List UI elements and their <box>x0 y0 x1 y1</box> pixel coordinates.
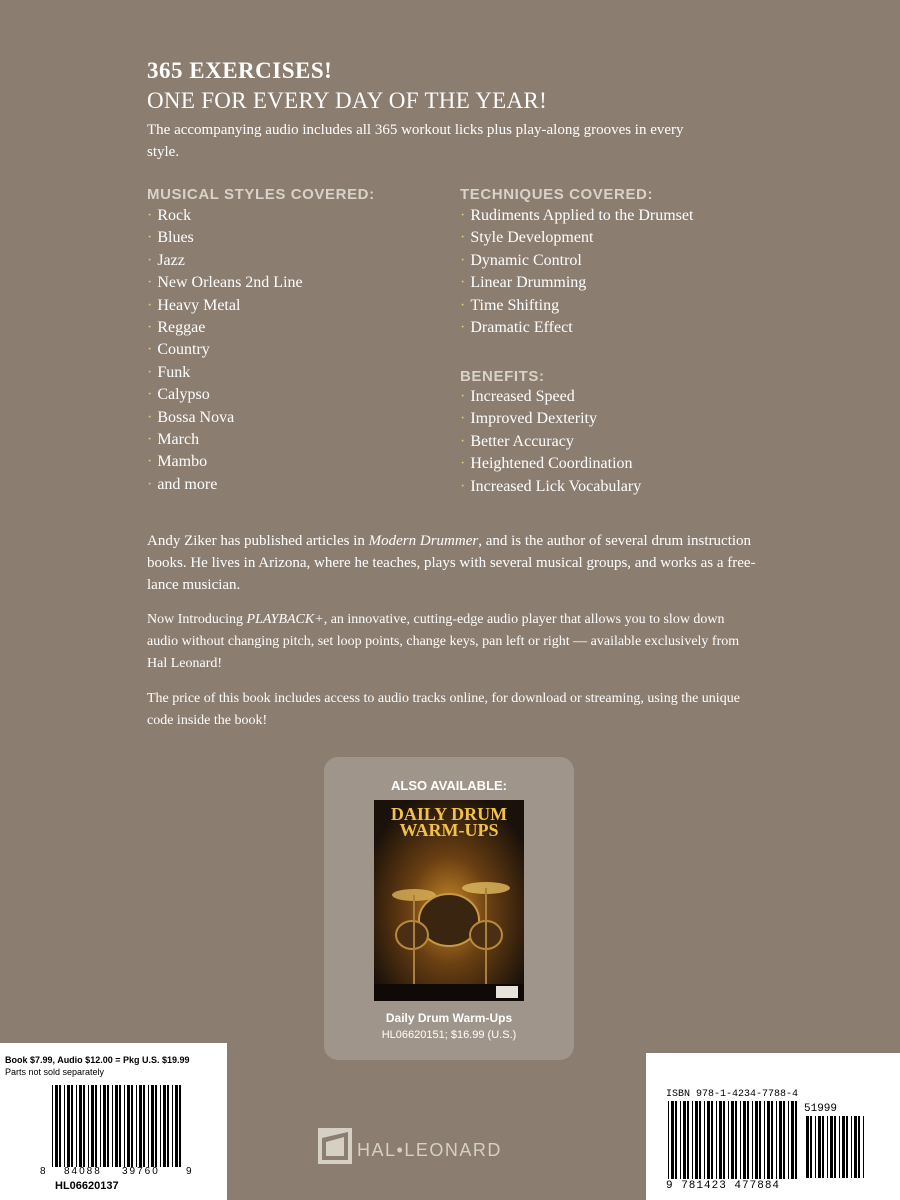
barcode-bar <box>827 1116 828 1178</box>
technique-label: Dramatic Effect <box>470 318 573 336</box>
style-label: Blues <box>157 229 194 247</box>
author-bio: Andy Ziker has published articles in Modern Drummer, and is the author of several drum instruction books. He lives in Arizona, where he teaches, plays with several musical groups, and works as a free-lance musician. <box>147 533 756 593</box>
bullet-icon: · <box>147 251 153 269</box>
barcode-bar <box>851 1116 852 1178</box>
benefit-label: Better Accuracy <box>470 432 574 450</box>
barcode-bar <box>79 1085 82 1167</box>
bullet-icon: · <box>460 229 466 247</box>
barcode-bar <box>731 1101 734 1179</box>
headline: 365 EXERCISES! <box>147 58 333 83</box>
benefits-list <box>460 386 641 498</box>
style-item <box>147 317 303 339</box>
barcode-bar <box>716 1101 717 1179</box>
barcode-bar <box>815 1116 816 1178</box>
technique-item <box>460 205 693 227</box>
barcode-bar <box>675 1101 677 1179</box>
barcode-bar <box>711 1101 713 1179</box>
barcode-bar <box>100 1085 101 1167</box>
bullet-icon: · <box>147 386 153 404</box>
barcode-bar <box>699 1101 701 1179</box>
benefit-label: Heightened Coordination <box>470 455 633 473</box>
publisher-logo-text: HAL•LEONARD <box>357 1140 502 1160</box>
barcode-bar <box>112 1085 113 1167</box>
barcode-bar <box>735 1101 737 1179</box>
styles-heading: MUSICAL STYLES COVERED: <box>147 186 375 203</box>
benefit-item <box>460 476 641 498</box>
technique-label: Time Shifting <box>470 296 560 314</box>
barcode-bar <box>695 1101 698 1179</box>
barcode-bar <box>67 1085 70 1167</box>
isbn-barcode-digits: 9 781423 477884 <box>666 1180 781 1192</box>
book-cover-image[interactable] <box>374 800 524 1001</box>
barcode-bar <box>83 1085 85 1167</box>
bullet-icon: · <box>147 408 153 426</box>
barcode-bar <box>179 1085 181 1167</box>
style-item <box>147 272 303 294</box>
barcode-bar <box>151 1085 154 1167</box>
barcode-bar <box>842 1116 845 1178</box>
style-label: Mambo <box>157 453 208 471</box>
barcode-bar <box>155 1085 157 1167</box>
barcode-bar <box>692 1101 693 1179</box>
benefit-item <box>460 431 641 453</box>
barcode-bar <box>783 1101 785 1179</box>
barcode-bar <box>683 1101 686 1179</box>
bullet-icon: · <box>460 477 466 495</box>
bullet-icon: · <box>460 455 466 473</box>
barcode-bar <box>139 1085 142 1167</box>
isbn-text: ISBN 978-1-4234-7788-4 <box>666 1089 799 1100</box>
upc-digit-first: 8 <box>40 1166 46 1177</box>
technique-item <box>460 295 693 317</box>
barcode-bar <box>740 1101 741 1179</box>
barcode-bar <box>175 1085 178 1167</box>
technique-label: Style Development <box>470 229 594 247</box>
style-item <box>147 384 303 406</box>
upc-digits-left: 84088 <box>64 1166 102 1177</box>
technique-item <box>460 317 693 339</box>
barcode-bar <box>743 1101 746 1179</box>
barcode-bar <box>115 1085 118 1167</box>
technique-item <box>460 227 693 249</box>
style-item <box>147 362 303 384</box>
style-label: Funk <box>157 363 191 381</box>
barcode-bar <box>143 1085 145 1167</box>
style-item <box>147 429 303 451</box>
parts-note: Parts not sold separately <box>5 1067 105 1077</box>
bullet-icon: · <box>460 296 466 314</box>
bullet-icon: · <box>147 453 153 471</box>
also-available-panel <box>324 757 574 1060</box>
barcode-bar <box>818 1116 821 1178</box>
technique-item <box>460 250 693 272</box>
bullet-icon: · <box>147 475 153 493</box>
style-label: Reggae <box>157 318 206 336</box>
benefit-label: Improved Dexterity <box>470 410 597 428</box>
barcode-bar <box>791 1101 794 1179</box>
style-label: Bossa Nova <box>157 408 235 426</box>
technique-label: Dynamic Control <box>470 251 582 269</box>
barcode-bar <box>59 1085 61 1167</box>
style-item <box>147 451 303 473</box>
product-code: HL06620137 <box>55 1180 119 1192</box>
also-available-title: ALSO AVAILABLE: <box>390 778 508 793</box>
style-item <box>147 474 303 496</box>
also-available-price: HL06620151; $16.99 (U.S.) <box>381 1029 517 1041</box>
bullet-icon: · <box>460 410 466 428</box>
intro-text: The accompanying audio includes all 365 workout licks plus play-along grooves in every style. <box>147 122 684 160</box>
bullet-icon: · <box>460 251 466 269</box>
barcode-bar <box>95 1085 97 1167</box>
barcode-bar <box>767 1101 770 1179</box>
barcode-bar <box>52 1085 53 1167</box>
barcode-bar <box>687 1101 689 1179</box>
barcode-bar <box>771 1101 773 1179</box>
technique-label: Rudiments Applied to the Drumset <box>470 207 694 224</box>
barcode-bar <box>103 1085 106 1167</box>
cover-title: DAILY DRUM WARM-UPS <box>390 804 508 840</box>
pricing-line: Book $7.99, Audio $12.00 = Pkg U.S. $19.99 <box>5 1055 190 1065</box>
style-label: March <box>157 430 200 448</box>
upc-barcode <box>52 1085 182 1167</box>
barcode-bar <box>163 1085 166 1167</box>
barcode-bar <box>834 1116 836 1178</box>
style-label: and more <box>157 475 218 493</box>
bullet-icon: · <box>147 363 153 381</box>
barcode-bar <box>810 1116 812 1178</box>
hal-leonard-logo-icon <box>318 1128 352 1164</box>
benefit-label: Increased Speed <box>470 388 575 405</box>
bullet-icon: · <box>460 318 466 336</box>
barcode-bar <box>668 1101 669 1179</box>
style-item <box>147 250 303 272</box>
bullet-icon: · <box>460 432 466 450</box>
barcode-bar <box>91 1085 94 1167</box>
benefit-item <box>460 408 641 430</box>
barcode-bar <box>124 1085 125 1167</box>
barcode-bar <box>148 1085 149 1167</box>
technique-label: Linear Drumming <box>470 274 587 292</box>
styles-list <box>147 205 303 496</box>
price-barcode-label <box>0 1043 227 1200</box>
bullet-icon: · <box>147 296 153 314</box>
barcode-bar <box>76 1085 77 1167</box>
barcode-bar <box>127 1085 130 1167</box>
barcode-bar <box>806 1116 809 1178</box>
style-label: Jazz <box>157 251 185 269</box>
barcode-bar <box>759 1101 761 1179</box>
barcode-bar <box>136 1085 137 1167</box>
barcode-bar <box>719 1101 722 1179</box>
barcode-bar <box>858 1116 860 1178</box>
price-barcode <box>806 1116 866 1178</box>
style-item <box>147 339 303 361</box>
bullet-icon: · <box>460 207 466 224</box>
barcode-bar <box>131 1085 133 1167</box>
barcode-bar <box>167 1085 169 1167</box>
upc-digits-right: 39760 <box>122 1166 160 1177</box>
upc-digit-last: 9 <box>186 1166 192 1177</box>
barcode-bar <box>795 1101 797 1179</box>
barcode-bar <box>88 1085 89 1167</box>
style-item <box>147 227 303 249</box>
style-label: New Orleans 2nd Line <box>157 274 303 292</box>
barcode-bar <box>764 1101 765 1179</box>
barcode-bar <box>55 1085 58 1167</box>
bullet-icon: · <box>147 318 153 336</box>
access-note: The price of this book includes access to audio tracks online, for download or streaming, using the unique code inside the book! <box>147 691 740 728</box>
bullet-icon: · <box>147 229 153 247</box>
bullet-icon: · <box>460 388 466 405</box>
benefit-item <box>460 386 641 408</box>
benefit-item <box>460 453 641 475</box>
style-item <box>147 407 303 429</box>
price-code: 51999 <box>804 1103 838 1115</box>
barcode-bar <box>119 1085 121 1167</box>
barcode-bar <box>839 1116 840 1178</box>
style-label: Calypso <box>157 386 210 404</box>
barcode-bar <box>776 1101 777 1179</box>
bullet-icon: · <box>147 274 153 292</box>
isbn-barcode-label <box>646 1053 900 1200</box>
barcode-bar <box>846 1116 848 1178</box>
barcode-bar <box>788 1101 789 1179</box>
barcode-bar <box>71 1085 73 1167</box>
benefit-label: Increased Lick Vocabulary <box>470 477 642 495</box>
style-item <box>147 205 303 227</box>
benefits-heading: BENEFITS: <box>460 368 545 385</box>
playback-brand: PLAYBACK+ <box>246 612 324 627</box>
techniques-list <box>460 205 693 339</box>
barcode-bar <box>779 1101 782 1179</box>
technique-item <box>460 272 693 294</box>
barcode-bar <box>680 1101 681 1179</box>
barcode-bar <box>64 1085 65 1167</box>
barcode-bar <box>172 1085 173 1167</box>
isbn-barcode <box>668 1101 798 1179</box>
barcode-bar <box>854 1116 857 1178</box>
magazine-name: Modern Drummer <box>368 533 479 549</box>
barcode-bar <box>160 1085 161 1167</box>
barcode-bar <box>671 1101 674 1179</box>
barcode-bar <box>728 1101 729 1179</box>
bullet-icon: · <box>147 207 153 224</box>
subheadline: ONE FOR EVERY DAY OF THE YEAR! <box>147 88 548 113</box>
bullet-icon: · <box>460 274 466 292</box>
style-label: Country <box>157 341 210 359</box>
barcode-bar <box>755 1101 758 1179</box>
bullet-icon: · <box>147 341 153 359</box>
techniques-heading: TECHNIQUES COVERED: <box>460 186 654 203</box>
barcode-bar <box>707 1101 710 1179</box>
barcode-bar <box>747 1101 749 1179</box>
barcode-bar <box>822 1116 824 1178</box>
barcode-bar <box>723 1101 725 1179</box>
barcode-bar <box>752 1101 753 1179</box>
also-available-name: Daily Drum Warm-Ups <box>385 1011 513 1025</box>
style-label: Heavy Metal <box>157 296 241 314</box>
barcode-bar <box>704 1101 705 1179</box>
style-label: Rock <box>157 207 192 224</box>
bullet-icon: · <box>147 430 153 448</box>
barcode-bar <box>863 1116 864 1178</box>
barcode-bar <box>830 1116 833 1178</box>
playback-promo: Now Introducing PLAYBACK+, an innovative, cutting-edge audio player that allows you to slow down audio without changing pitch, set loop points, change keys, pan left or right — available exclusively from Hal Leonard! <box>147 612 740 671</box>
barcode-bar <box>107 1085 109 1167</box>
style-item <box>147 295 303 317</box>
